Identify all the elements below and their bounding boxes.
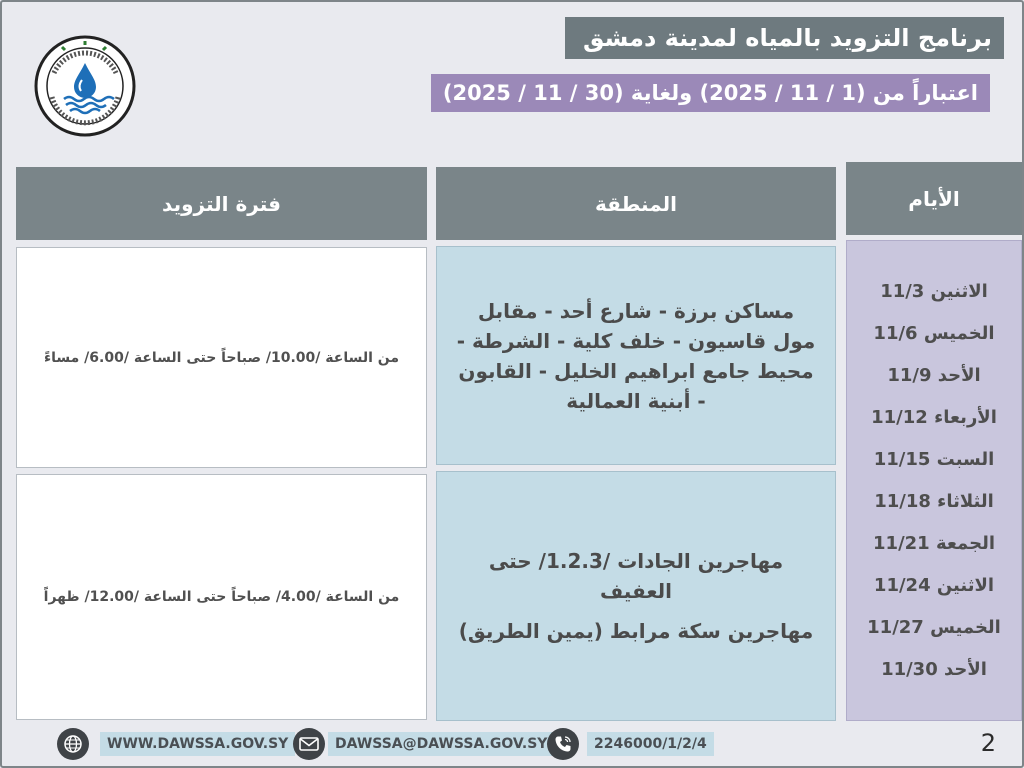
days-list [867, 277, 1001, 684]
website-link[interactable]: WWW.DAWSSA.GOV.SY [100, 732, 295, 756]
days-column-header: الأيام [846, 162, 1022, 235]
area-column-header: المنطقة [436, 167, 836, 240]
period-column-header: فترة التزويد [16, 167, 427, 240]
day-item: الخميس 11/6 [873, 323, 995, 344]
period-text: من الساعة /4.00/ صباحاً حتى الساعة /12.00/ ظهراً [43, 589, 400, 605]
period-text: من الساعة /10.00/ صباحاً حتى الساعة /6.00/ مساءً [43, 349, 400, 366]
day-item: الثلاثاء 11/18 [874, 491, 994, 512]
table-row-2-area [436, 471, 836, 721]
day-item: الاثنين 11/3 [880, 281, 988, 302]
water-drop-icon [34, 35, 136, 137]
day-item: الأحد 11/30 [881, 659, 987, 680]
table-row-1-area [436, 246, 836, 465]
date-range-subtitle: اعتباراً من (1 / 11 / 2025) ولغاية (30 / 11 / 2025) [431, 74, 990, 112]
globe-icon [57, 728, 89, 760]
email-link[interactable]: DAWSSA@DAWSSA.GOV.SY [328, 732, 554, 756]
area-text [437, 546, 835, 646]
area-text: مساكن برزة - شارع أحد - مقابل مول قاسيون - خلف كلية - الشرطة - محيط جامع ابراهيم الخليل - القابون - أبنية العمالية [456, 298, 816, 413]
days-column [846, 240, 1022, 721]
day-item: الجمعة 11/21 [873, 533, 995, 554]
table-row-2-period [16, 474, 427, 720]
page-title: برنامج التزويد بالمياه لمدينة دمشق [565, 17, 1004, 59]
day-item: الخميس 11/27 [867, 617, 1001, 638]
footer-contact-bar [2, 724, 1024, 764]
organization-logo [34, 35, 136, 137]
day-item: الأربعاء 11/12 [871, 407, 997, 428]
phone-number: 2246000/1/2/4 [587, 732, 714, 756]
day-item: الأحد 11/9 [887, 365, 981, 386]
area-line: مهاجرين سكة مرابط (يمين الطريق) [458, 619, 814, 643]
phone-icon [547, 728, 579, 760]
table-row-1-period [16, 247, 427, 468]
day-item: الاثنين 11/24 [873, 575, 995, 596]
mail-icon [293, 728, 325, 760]
day-item: السبت 11/15 [873, 449, 995, 470]
page-number: 2 [980, 729, 996, 757]
area-line: مهاجرين الجادات /1.2.3/ حتى العفيف [488, 549, 784, 603]
